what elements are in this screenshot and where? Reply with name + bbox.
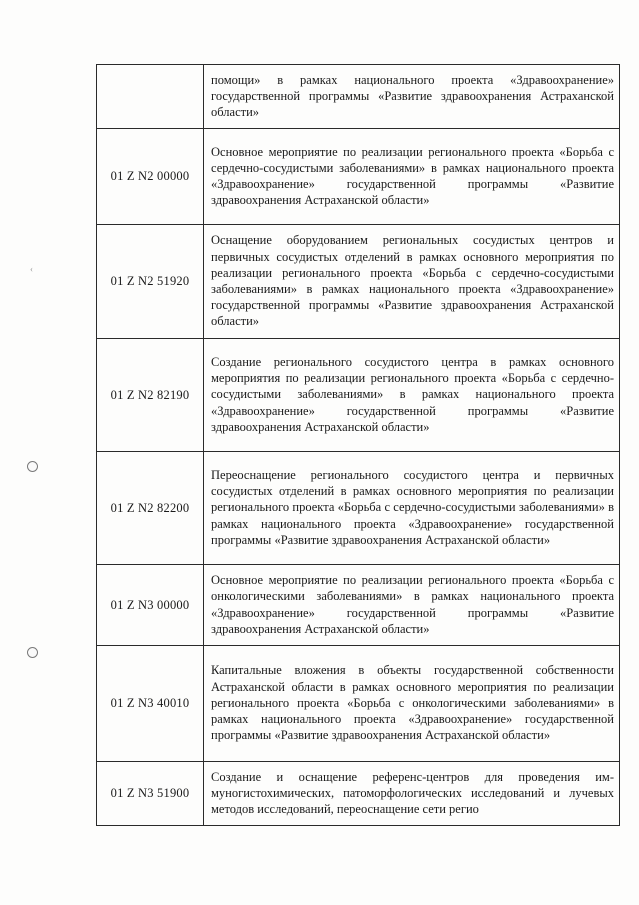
table-row — [97, 762, 620, 826]
description-cell: помощи» в рамках национального проекта «Здравоохранение» государственной программы «Развитие здравоохранения Астраханской области» — [204, 65, 620, 129]
code-cell: 01 Z N3 40010 — [97, 646, 204, 762]
table-row — [97, 225, 620, 339]
code-cell: 01 Z N3 00000 — [97, 565, 204, 646]
description-cell: Переоснащение регионального сосудистого центра и первичных сосудистых отделений в рамках основного мероприятия по реализации регионального проекта «Борьба с сердечно-сосудистыми заболеваниями» в рамках национального проекта «Здравоохранение» государственной программы «Развитие здравоохранения Астраханской области» — [204, 452, 620, 565]
code-cell: 01 Z N2 82200 — [97, 452, 204, 565]
table-row — [97, 452, 620, 565]
code-cell: 01 Z N2 51920 — [97, 225, 204, 339]
code-cell: 01 Z N2 82190 — [97, 339, 204, 452]
description-cell: Основное мероприятие по реализации регионального проекта «Борьба с онкологическими заболеваниями» в рамках национального проекта «Здравоохранение» государственной программы «Развитие здравоохранения Астраханской области» — [204, 565, 620, 646]
description-cell: Оснащение оборудованием региональных сосудистых центров и первичных сосудистых отделений в рамках основного мероприятия по реализации регионального проекта «Борьба с сердечно-сосудистыми заболеваниями» в рамках национального проекта «Здравоохранение» государственной программы «Развитие здравоохранения Астраханской области» — [204, 225, 620, 339]
table-row — [97, 565, 620, 646]
table-row — [97, 129, 620, 225]
margin-mark: ‹ — [30, 264, 33, 274]
description-cell: Создание регионального сосудистого центра в рамках основного мероприятия по реализации регионального проекта «Борьба с сердечно-сосудистыми заболеваниями» в рамках национального проекта «Здравоохранение» государственной программы «Развитие здравоохранения Астраханской области» — [204, 339, 620, 452]
code-cell: 01 Z N3 51900 — [97, 762, 204, 826]
punch-hole-lower — [27, 647, 38, 658]
description-cell: Создание и оснащение референс-центров для проведения иммуногистохимических, патоморфологических исследований и лучевых методов исследований, переоснащение сети регио — [204, 762, 620, 826]
code-cell — [97, 65, 204, 129]
table-row — [97, 65, 620, 129]
code-cell: 01 Z N2 00000 — [97, 129, 204, 225]
description-cell: Основное мероприятие по реализации регионального проекта «Борьба с сердечно-сосудистыми заболеваниями» в рамках национального проекта «Здравоохранение» государственной программы «Развитие здравоохранения Астраханской области» — [204, 129, 620, 225]
budget-classification-table — [96, 64, 620, 826]
punch-hole-upper — [27, 461, 38, 472]
description-cell: Капитальные вложения в объекты государственной собственности Астраханской области в рамках основного мероприятия по реализации регионального проекта «Борьба с онкологическими заболеваниями» в рамках национального проекта «Здравоохранение» государственной программы «Развитие здравоохранения Астраханской области» — [204, 646, 620, 762]
table-row — [97, 646, 620, 762]
table-row — [97, 339, 620, 452]
